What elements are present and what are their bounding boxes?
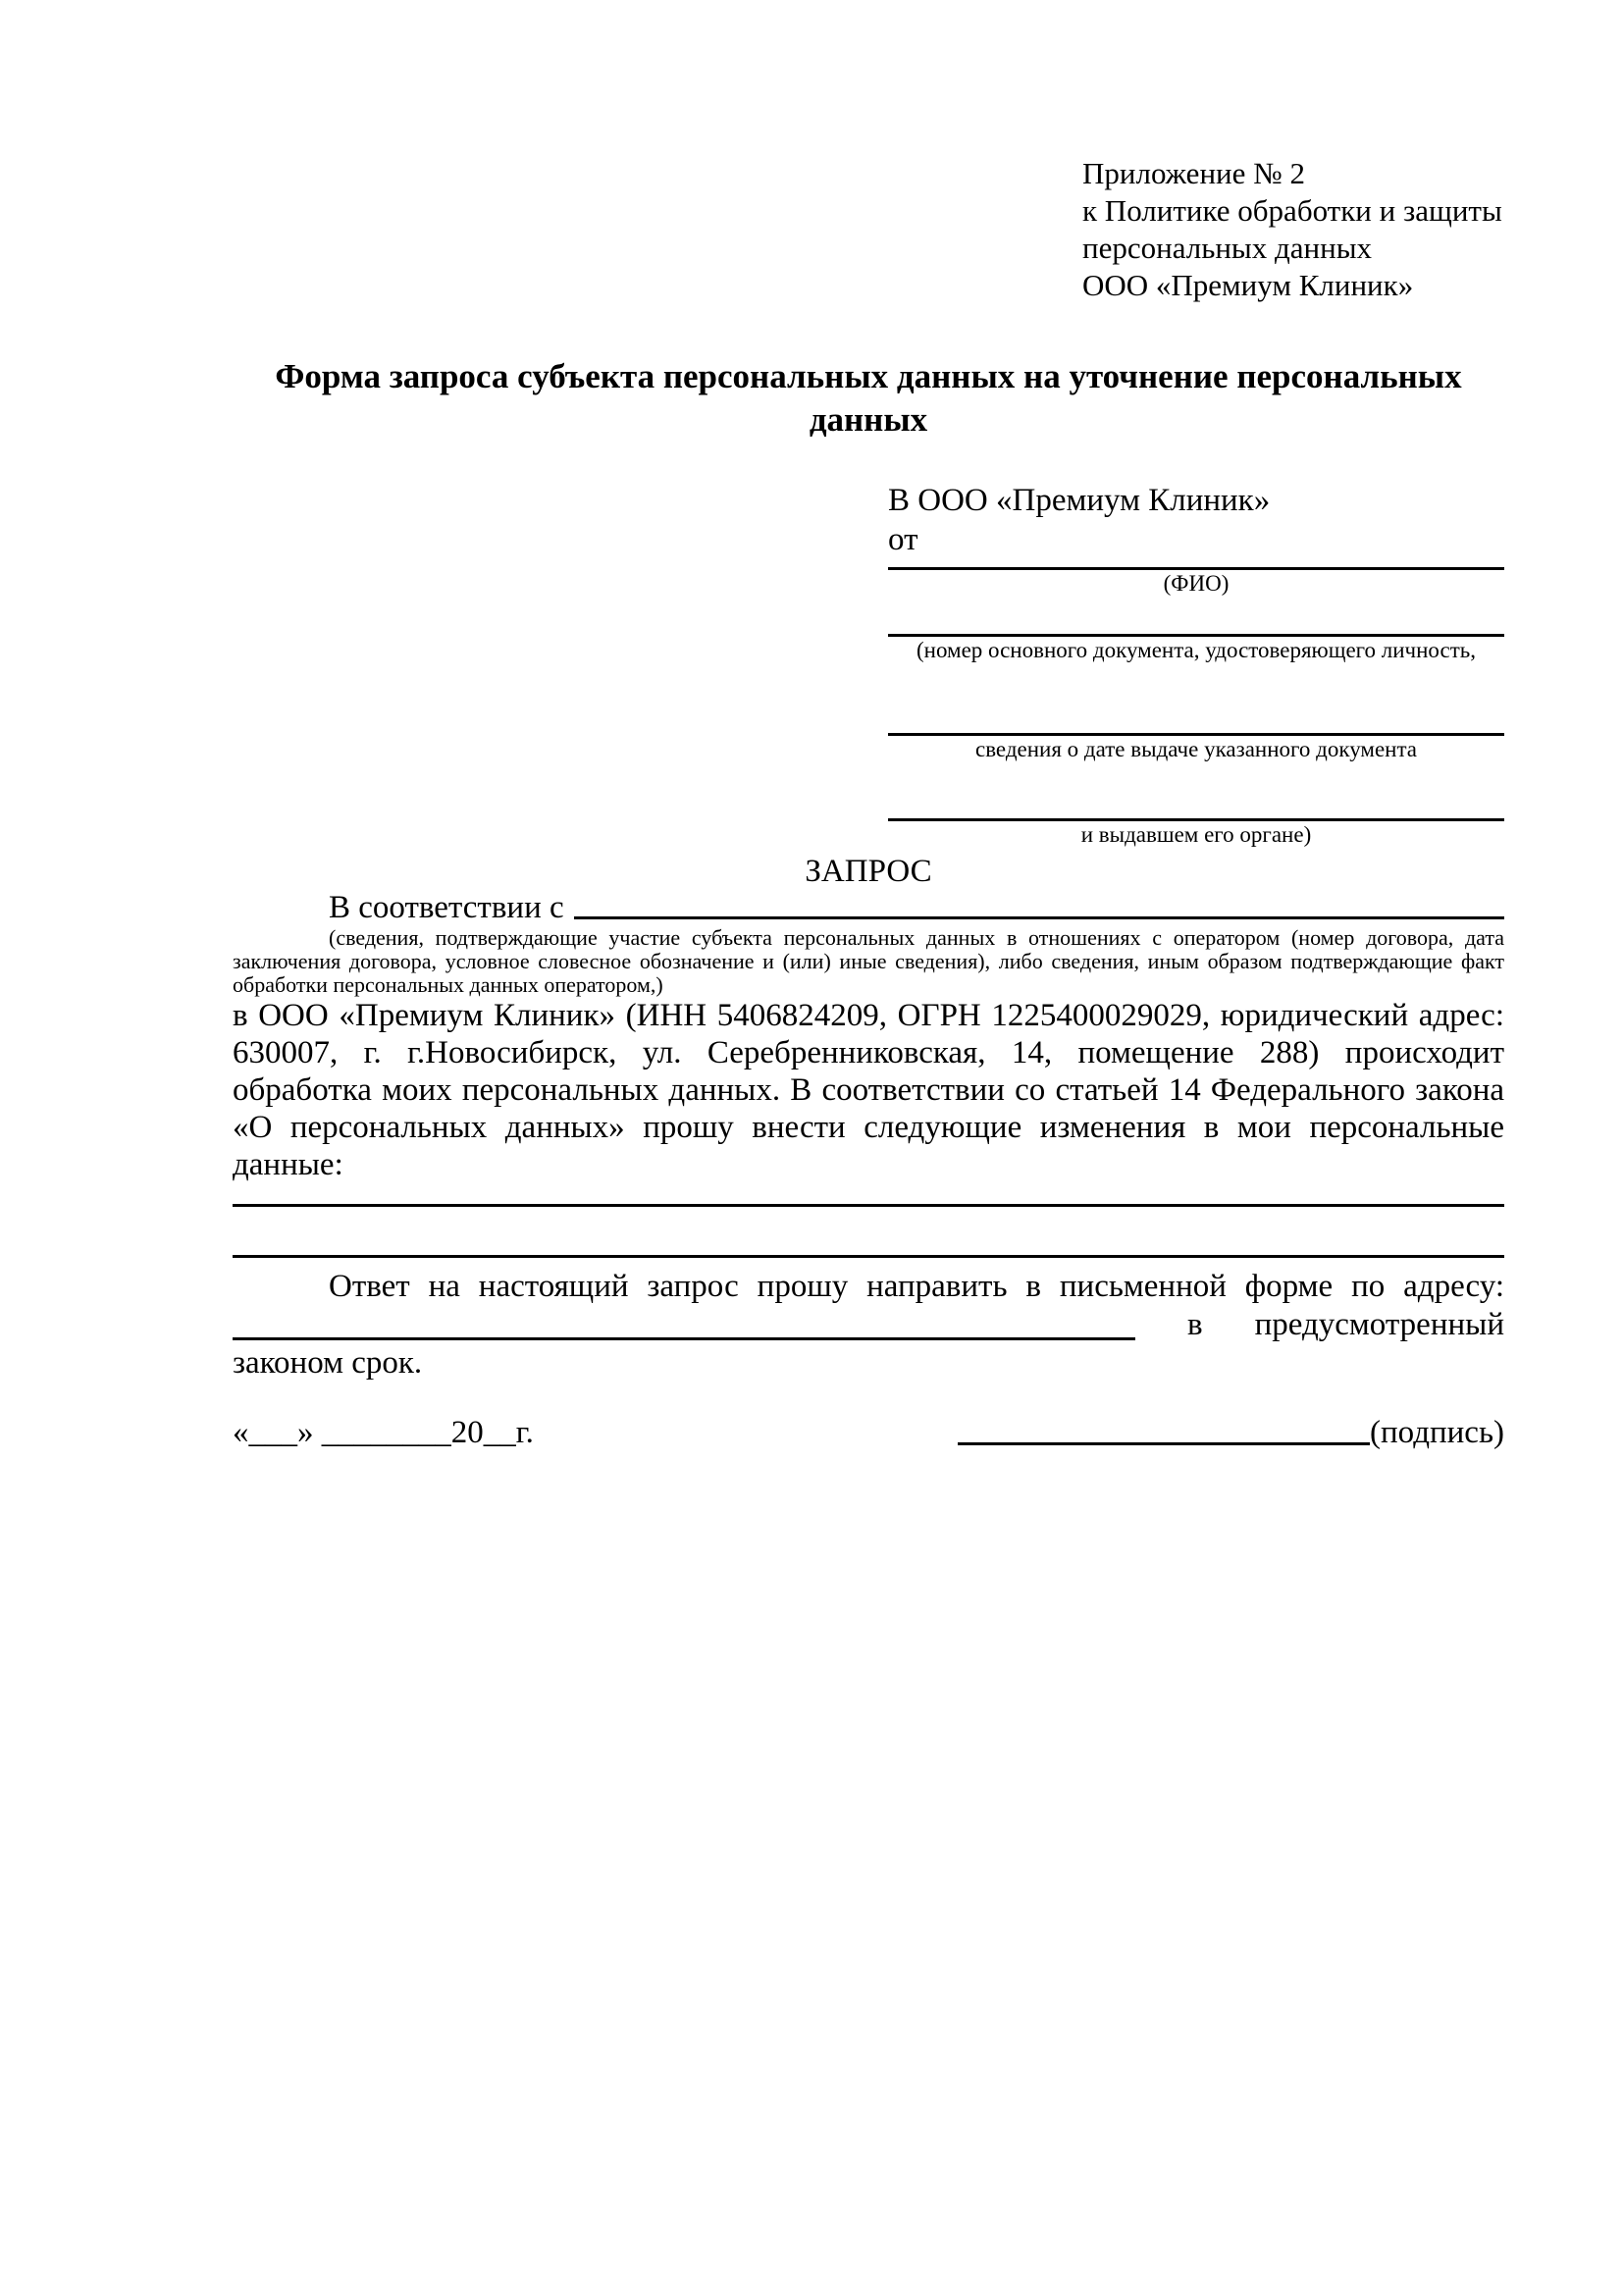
signature-caption: (подпись) [1370,1415,1504,1450]
document-content [233,155,1504,1452]
changes-blank-line-2[interactable] [233,1207,1504,1258]
appendix-line: Приложение № 2 [1082,156,1305,190]
request-body-line: «О персональных данных» прошу внести следующие изменения в мои персональные [233,1110,1504,1145]
reply-word-term: предусмотренный [1254,1307,1504,1342]
basis-blank-line[interactable] [574,889,1504,919]
footer-row [233,1414,1504,1452]
reply-address-row [233,1306,1504,1344]
basis-note-line: заключения договора, условное словесное обозначение и (или) иные сведения), либо сведения, иным образом подтверждающие факт [233,950,1504,973]
signature-group [958,1414,1504,1452]
issue-date-caption: сведения о дате выдаче указанного документа [974,737,1418,761]
request-heading: ЗАПРОС [805,854,932,889]
appendix-line: к Политике обработки и защиты [1082,193,1502,228]
fio-blank-line[interactable] [888,559,1504,570]
changes-blank-line-1[interactable] [233,1187,1504,1207]
appendix-line: персональных данных [1082,231,1373,265]
id-document-blank-line[interactable] [888,597,1504,637]
request-body-line: обработка моих персональных данных. В соответствии со статьей 14 Федерального закона [233,1072,1504,1108]
addressee-to: В ООО «Премиум Клиник» [888,483,1271,518]
signature-blank-line[interactable] [958,1414,1370,1445]
reply-closing-line: законом срок. [233,1345,423,1381]
request-body-line: 630007, г. г.Новосибирск, ул. Серебренниковская, 14, помещение 288) происходит [233,1035,1504,1070]
addressee-block [888,481,1504,848]
request-body-line: данные: [233,1147,343,1182]
id-document-caption: (номер основного документа, удостоверяющего личность, [916,638,1476,662]
issue-date-blank-line[interactable] [888,663,1504,736]
date-fill-line[interactable]: «___» ________20__г. [233,1415,534,1450]
appendix-line: ООО «Премиум Клиник» [1082,268,1414,302]
page-title: Форма запроса субъекта персональных данных на уточнение персональных данных [275,357,1462,439]
reply-address-blank-line[interactable] [233,1306,1135,1340]
basis-row [233,889,1504,926]
reply-word-v: в [1187,1307,1203,1342]
addressee-from-label: от [888,522,918,557]
fio-caption: (ФИО) [1163,571,1230,596]
basis-note-line: обработки персональных данных оператором,) [233,973,663,997]
basis-label: В соответствии с [329,890,564,925]
reply-paragraph-line: Ответ на настоящий запрос прошу направить в письменной форме по адресу: [329,1269,1504,1304]
issuing-authority-blank-line[interactable] [888,762,1504,821]
issuing-authority-caption: и выдавшем его органе) [1080,822,1312,847]
basis-note-line: (сведения, подтверждающие участие субъекта персональных данных в отношениях с оператором (номер договора, дата [329,926,1504,950]
request-body-line: в ООО «Премиум Клиник» (ИНН 5406824209, ОГРН 1225400029029, юридический адрес: [233,998,1504,1033]
appendix-block [1082,155,1504,304]
